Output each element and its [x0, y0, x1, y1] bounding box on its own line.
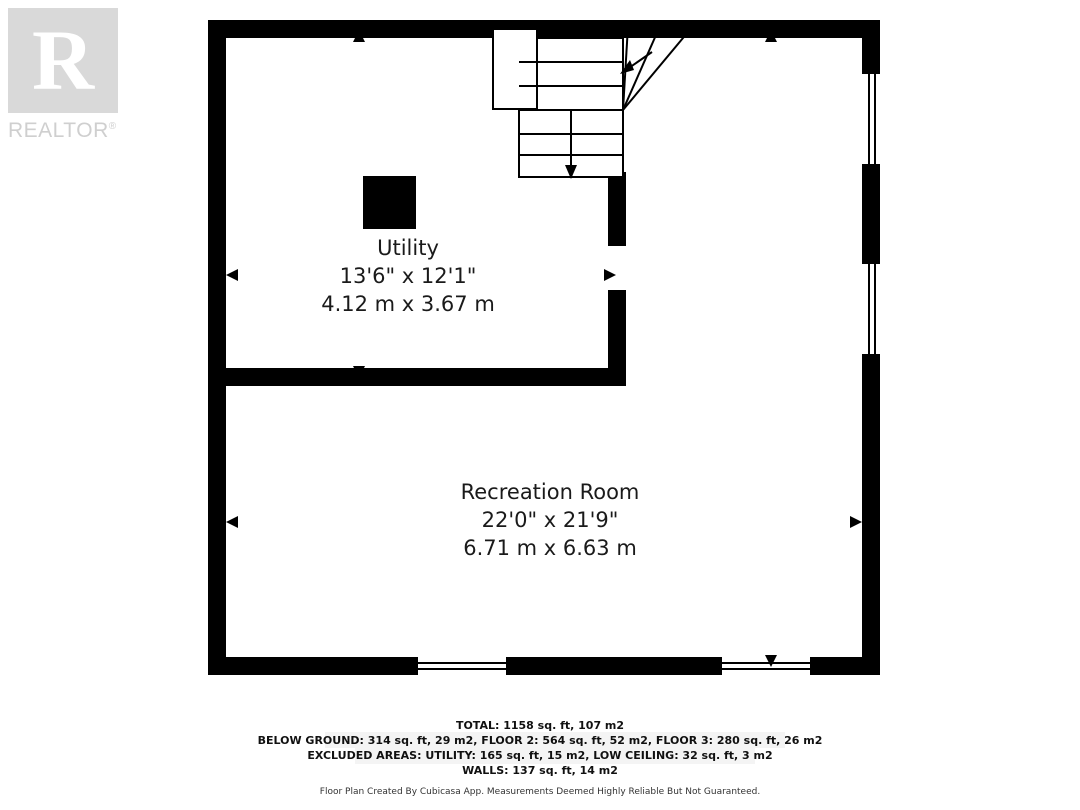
room-name: Utility	[377, 236, 439, 260]
room-label-recreation-room	[400, 478, 700, 562]
realtor-wordmark-text: REALTOR	[8, 119, 109, 142]
utility-fixture	[363, 176, 416, 229]
window-right-upper	[862, 72, 880, 166]
room-dimensions-metric: 4.12 m x 3.67 m	[321, 292, 495, 316]
area-summary	[0, 718, 1080, 799]
room-dimensions-metric: 6.71 m x 6.63 m	[463, 536, 637, 560]
room-dimensions-imperial: 22'0" x 21'9"	[481, 508, 619, 532]
window-right-lower	[862, 262, 880, 356]
excluded-areas: EXCLUDED AREAS: UTILITY: 165 sq. ft, 15 m2, LOW CEILING: 32 sq. ft, 3 m2	[307, 749, 773, 762]
registered-mark: ®	[108, 121, 117, 132]
room-name: Recreation Room	[460, 480, 640, 504]
total-area: TOTAL: 1158 sq. ft, 107 m2	[455, 719, 625, 732]
window-bottom-left	[416, 657, 508, 675]
room-label-utility	[258, 234, 558, 318]
room-dimensions-imperial: 13'6" x 12'1"	[339, 264, 477, 288]
window-bottom-right	[720, 657, 812, 675]
area-breakdown: BELOW GROUND: 314 sq. ft, 29 m2, FLOOR 2: 564 sq. ft, 52 m2, FLOOR 3: 280 sq. ft, 26 m2	[257, 734, 823, 747]
footer-watermark-bar	[355, 748, 755, 764]
floorplan-credit: Floor Plan Created By Cubicasa App. Measurements Deemed Highly Reliable But Not Guaranteed.	[319, 787, 761, 797]
realtor-logo-letter: R	[31, 12, 95, 108]
footer-watermark-bar	[325, 732, 785, 748]
walls-area: WALLS: 137 sq. ft, 14 m2	[462, 764, 618, 777]
